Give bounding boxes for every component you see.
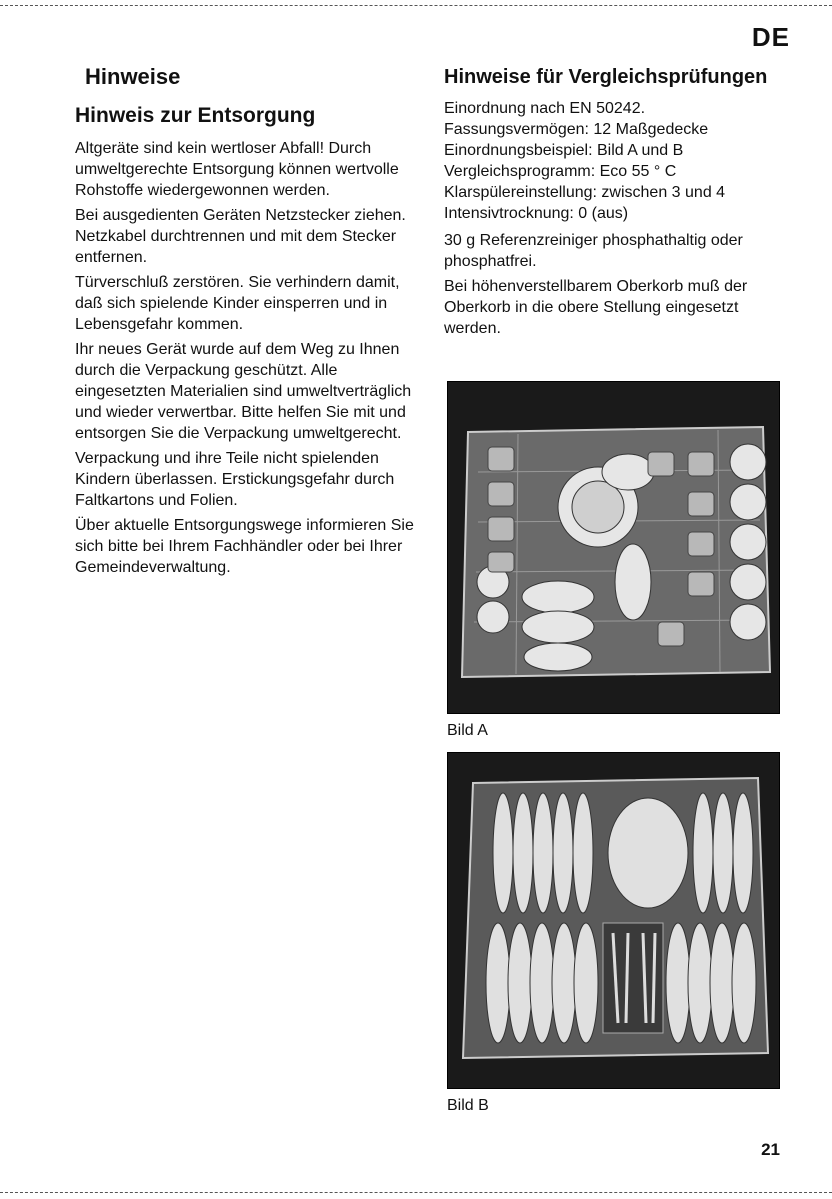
disposal-paragraph: Über aktuelle Entsorgungswege informieren Sie sich bitte bei Ihrem Fachhändler oder bei Ihrer Gemeindeverwaltung. (75, 517, 414, 576)
language-tag: DE (751, 22, 790, 52)
bottom-rule (0, 1192, 832, 1194)
spec-line: Fassungsvermögen: 12 Maßgedecke (444, 121, 709, 138)
upper-basket-paragraph: Bei höhenverstellbarem Oberkorb muß der Oberkorb in die obere Stellung eingesetzt werden. (444, 278, 748, 337)
upper-basket-illustration (448, 382, 779, 713)
spec-line: Intensivtrocknung: 0 (aus) (444, 205, 629, 222)
figure-b-caption: Bild B (447, 1097, 489, 1114)
disposal-paragraph: Verpackung und ihre Teile nicht spielenden Kindern überlassen. Erstickungsgefahr durch Faltkartons und Folien. (75, 450, 395, 509)
spec-line: Klarspülereinstellung: zwischen 3 und 4 (444, 184, 726, 201)
spec-line: Einordnungsbeispiel: Bild A und B (444, 142, 684, 159)
figure-a-caption: Bild A (447, 722, 488, 739)
disposal-paragraph: Türverschluß zerstören. Sie verhindern damit, daß sich spielende Kinder einsperren und in Lebensgefahr kommen. (75, 274, 400, 333)
disposal-paragraph: Altgeräte sind kein wertloser Abfall! Durch umweltgerechte Entsorgung können wertvolle Rohstoffe wiedergewonnen werden. (75, 140, 399, 199)
spec-list (444, 98, 792, 224)
comparison-test-section (444, 64, 792, 343)
lower-basket-illustration (448, 753, 779, 1088)
spec-line: Einordnung nach EN 50242. (444, 100, 646, 117)
page-number: 21 (761, 1140, 780, 1159)
disposal-paragraph: Bei ausgedienten Geräten Netzstecker ziehen. Netzkabel durchtrennen und mit dem Stecker entfernen. (75, 207, 406, 266)
detergent-paragraph: 30 g Referenzreiniger phosphathaltig oder phosphatfrei. (444, 232, 743, 270)
disposal-section (75, 64, 415, 582)
lower-basket-photo (447, 752, 780, 1089)
upper-basket-photo (447, 381, 780, 714)
disposal-heading: Hinweis zur Entsorgung (75, 104, 316, 127)
section-title: Hinweise (85, 64, 181, 89)
disposal-paragraph: Ihr neues Gerät wurde auf dem Weg zu Ihnen durch die Verpackung geschützt. Alle eingesetzten Materialien sind umweltverträglich und wieder verwertbar. Bitte helfen Sie mit und entsorgen Sie die Verpackung umweltgerecht. (75, 341, 412, 442)
spec-line: Vergleichsprogramm: Eco 55 ° C (444, 163, 677, 180)
comparison-test-heading: Hinweise für Vergleichsprüfungen (444, 66, 768, 88)
top-rule (0, 5, 832, 7)
